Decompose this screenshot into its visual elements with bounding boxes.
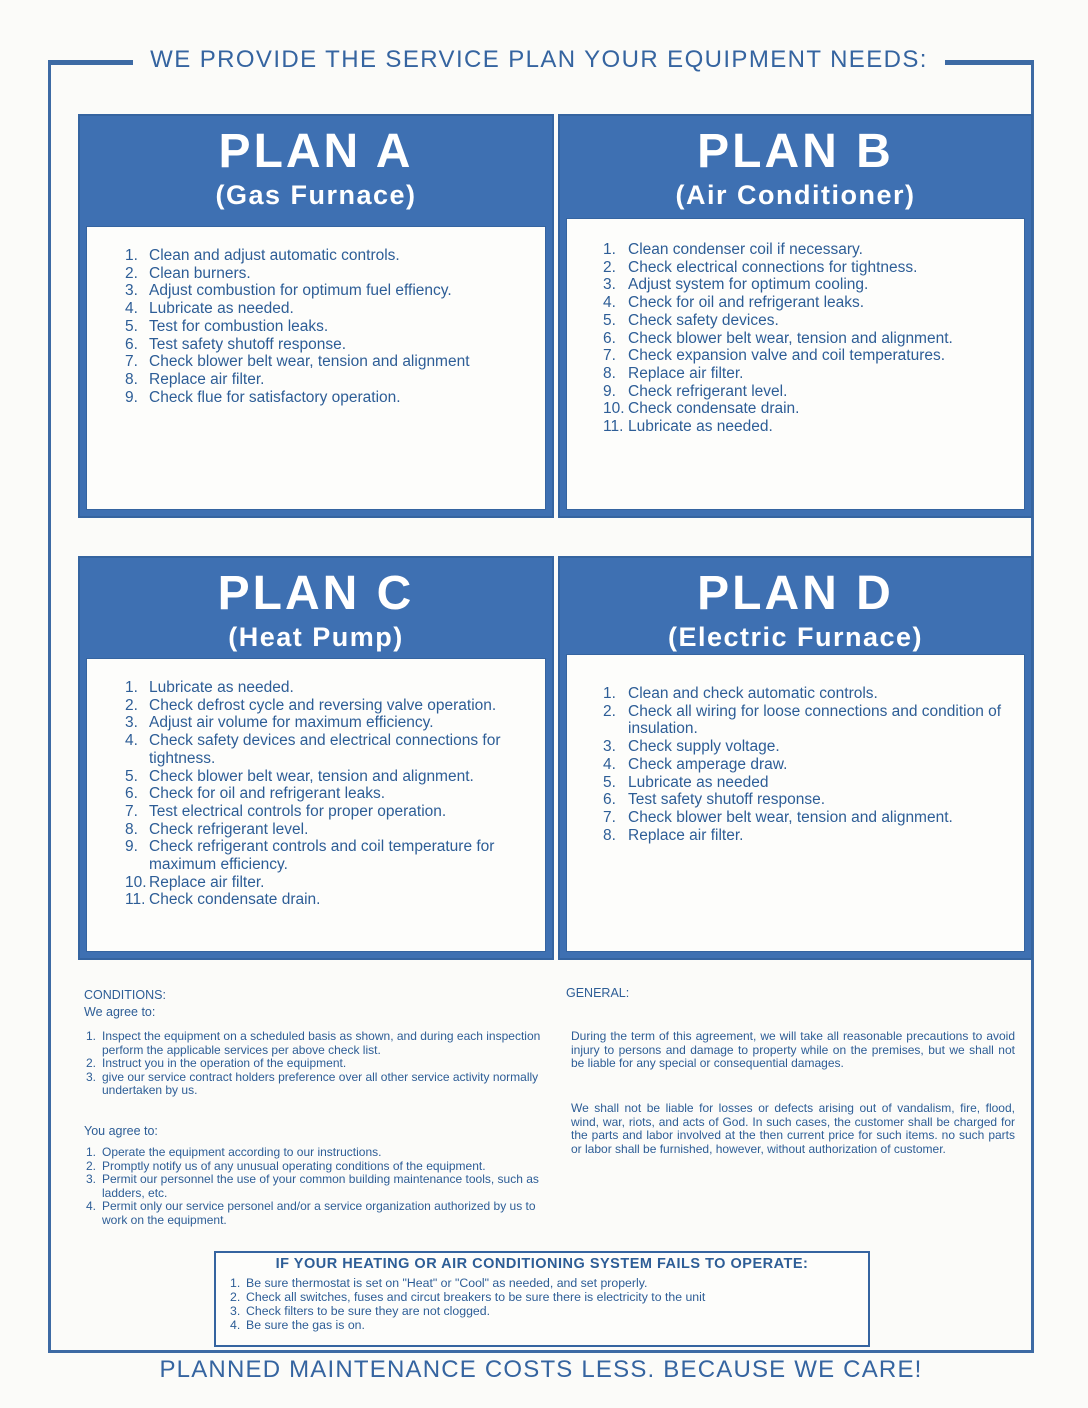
item-number: 4.: [125, 300, 138, 318]
item-text: Replace air filter.: [628, 826, 744, 844]
item-number: 1.: [125, 679, 138, 696]
list-item: [125, 785, 545, 803]
list-item: [125, 821, 545, 839]
item-text: Clean condenser coil if necessary.: [628, 241, 863, 258]
list-item: [230, 1318, 868, 1332]
item-text: Test safety shutoff response.: [149, 335, 347, 353]
item-text: Check expansion valve and coil temperatures.: [628, 347, 946, 365]
item-text: Test safety shutoff response.: [628, 791, 826, 809]
item-text: Lubricate as needed: [628, 773, 769, 791]
general-heading: GENERAL:: [566, 986, 630, 1000]
item-text: Promptly notify us of any unusual operating conditions of the equipment.: [102, 1158, 486, 1173]
list-item: [603, 294, 1024, 312]
item-number: 7.: [125, 802, 138, 820]
list-item: [86, 1146, 550, 1160]
list-item: [86, 1030, 550, 1057]
list-item: [603, 259, 1024, 277]
item-text: Clean burners.: [149, 264, 251, 282]
plan-c-title: PLAN C: [217, 567, 415, 620]
list-item: [125, 679, 545, 697]
list-item: [603, 418, 1024, 436]
plan-c-card: [78, 556, 554, 960]
item-number: 2.: [603, 702, 616, 720]
item-number: 3.: [603, 276, 616, 294]
list-item: [125, 336, 545, 354]
plan-b-header: [560, 116, 1031, 214]
item-text: Check blower belt wear, tension and alignment.: [628, 329, 953, 347]
we-agree-heading: We agree to:: [84, 1005, 156, 1019]
list-item: [230, 1276, 868, 1290]
item-text: Replace air filter.: [149, 873, 265, 891]
item-text: Check filters to be sure they are not clogged.: [246, 1304, 491, 1318]
failure-box: [214, 1251, 870, 1347]
list-item: [86, 1057, 550, 1071]
item-number: 3.: [86, 1172, 97, 1186]
plan-b-card: [558, 114, 1033, 518]
item-text: Check defrost cycle and reversing valve operation.: [149, 696, 497, 714]
list-item: [125, 371, 545, 389]
item-number: 1.: [603, 241, 616, 258]
item-number: 5.: [603, 311, 616, 329]
page-title: WE PROVIDE THE SERVICE PLAN YOUR EQUIPMENT NEEDS:: [150, 46, 928, 73]
you-agree-list: [86, 1146, 550, 1227]
plan-d-card: [558, 556, 1033, 960]
list-item: [125, 803, 545, 821]
list-item: [86, 1160, 550, 1174]
item-number: 2.: [230, 1290, 241, 1304]
list-item: [230, 1290, 868, 1304]
item-text: Adjust air volume for maximum efficiency.: [149, 714, 434, 732]
item-number: 7.: [603, 347, 616, 365]
plan-d-subtitle: (Electric Furnace): [667, 622, 924, 652]
list-item: [603, 738, 1024, 756]
plan-b-title: PLAN B: [697, 125, 894, 178]
item-text: Check safety devices.: [628, 311, 779, 329]
item-number: 9.: [125, 838, 138, 856]
item-text: Clean and check automatic controls.: [628, 685, 878, 702]
item-number: 2.: [603, 258, 616, 276]
plan-d-list: [567, 655, 1024, 844]
list-item: [125, 265, 545, 283]
you-agree-heading: You agree to:: [84, 1124, 158, 1138]
item-number: 2.: [125, 264, 138, 282]
list-item: [125, 891, 545, 909]
plan-b-subtitle: (Air Conditioner): [675, 180, 916, 210]
item-number: 10.: [125, 873, 147, 891]
item-text: Check blower belt wear, tension and alignment.: [149, 767, 474, 785]
item-number: 8.: [603, 826, 616, 844]
list-item: [125, 697, 545, 715]
failure-title: IF YOUR HEATING OR AIR CONDITIONING SYSTEM FAILS TO OPERATE:: [275, 1256, 809, 1272]
item-text: Check condensate drain.: [628, 400, 800, 418]
list-item: [603, 347, 1024, 365]
item-number: 2.: [86, 1158, 97, 1173]
item-number: 3.: [86, 1069, 97, 1084]
item-number: 11.: [125, 891, 146, 909]
footer-slogan: PLANNED MAINTENANCE COSTS LESS. BECAUSE WE CARE!: [159, 1356, 923, 1383]
item-number: 1.: [230, 1276, 241, 1290]
list-item: [125, 838, 545, 873]
plan-b-body: [566, 218, 1025, 510]
list-item: [603, 703, 1024, 738]
item-number: 1.: [603, 685, 616, 702]
list-item: [125, 247, 545, 265]
item-number: 4.: [603, 294, 616, 312]
item-number: 4.: [230, 1318, 241, 1332]
list-item: [603, 383, 1024, 401]
item-number: 11.: [603, 418, 624, 436]
item-number: 10.: [603, 400, 625, 418]
list-item: [230, 1304, 868, 1318]
item-number: 1.: [86, 1145, 97, 1159]
item-text: Check refrigerant level.: [628, 382, 788, 400]
failure-list: [230, 1276, 868, 1332]
item-text: Permit our personnel the use of your common building maintenance tools, such as ladders, etc.: [102, 1172, 539, 1200]
item-number: 9.: [603, 382, 616, 400]
item-text: Test electrical controls for proper operation.: [149, 802, 447, 820]
list-item: [603, 312, 1024, 330]
list-item: [125, 768, 545, 786]
item-text: Check safety devices and electrical connections for tightness.: [149, 732, 501, 767]
list-item: [125, 282, 545, 300]
list-item: [603, 241, 1024, 259]
item-text: Permit only our service personel and/or a service organization authorized by us to work on the equipment.: [102, 1199, 536, 1227]
item-text: Clean and adjust automatic controls.: [149, 247, 400, 264]
list-item: [86, 1071, 550, 1098]
item-number: 2.: [86, 1056, 97, 1070]
item-text: Operate the equipment according to our instructions.: [102, 1145, 382, 1159]
item-number: 6.: [603, 791, 616, 809]
item-text: Be sure thermostat is set on "Heat" or "Cool" as needed, and set properly.: [246, 1276, 648, 1290]
item-text: Lubricate as needed.: [149, 679, 294, 696]
item-number: 4.: [125, 732, 138, 750]
list-item: [125, 874, 545, 892]
plan-c-list: [87, 659, 545, 909]
conditions-heading: CONDITIONS:: [84, 988, 166, 1002]
list-item: [603, 756, 1024, 774]
item-number: 4.: [603, 755, 616, 773]
item-text: Adjust system for optimum cooling.: [628, 276, 869, 294]
plan-b-list: [567, 219, 1024, 436]
item-text: Check electrical connections for tightness.: [628, 258, 918, 276]
general-paragraph-2: We shall not be liable for losses or defects arising out of vandalism, fire, flood, wind, war, riots, and acts of God. In such cases, the customer shall be charged for the parts and labor involved at the then current price for such items. no such parts or labor shall be furnished, however, without authorization of customer.: [571, 1101, 1015, 1156]
item-number: 1.: [86, 1029, 97, 1043]
list-item: [603, 774, 1024, 792]
item-text: Check blower belt wear, tension and alignment: [149, 353, 470, 371]
general-paragraph-1: During the term of this agreement, we will take all reasonable precautions to avoid injury to persons and damage to property while on the premises, but we shall not be liable for any special or consequential damages.: [571, 1029, 1015, 1070]
item-number: 3.: [230, 1304, 241, 1318]
item-text: Check flue for satisfactory operation.: [149, 388, 401, 406]
list-item: [86, 1173, 550, 1200]
item-number: 9.: [125, 388, 138, 406]
plan-a-body: [86, 226, 546, 510]
list-item: [125, 732, 545, 767]
plan-d-title: PLAN D: [697, 567, 894, 620]
item-number: 8.: [603, 364, 616, 382]
list-item: [125, 389, 545, 407]
item-text: Check all switches, fuses and circut breakers to be sure there is electricity to the unit: [246, 1290, 706, 1304]
item-number: 6.: [125, 785, 138, 803]
item-text: Replace air filter.: [628, 364, 744, 382]
list-item: [86, 1200, 550, 1227]
item-number: 3.: [603, 738, 616, 756]
item-number: 3.: [125, 714, 138, 732]
list-item: [125, 714, 545, 732]
item-number: 7.: [125, 353, 138, 371]
list-item: [125, 300, 545, 318]
plan-a-subtitle: (Gas Furnace): [215, 180, 417, 210]
plan-d-body: [566, 654, 1025, 952]
item-number: 2.: [125, 696, 138, 714]
plan-a-header: [80, 116, 552, 222]
item-text: Check refrigerant controls and coil temperature for maximum efficiency.: [149, 838, 495, 874]
item-number: 4.: [86, 1199, 97, 1213]
list-item: [603, 365, 1024, 383]
item-text: Be sure the gas is on.: [246, 1318, 365, 1332]
item-number: 3.: [125, 282, 138, 300]
plan-c-header: [80, 558, 552, 664]
item-number: 5.: [125, 317, 138, 335]
item-text: Check for oil and refrigerant leaks.: [149, 785, 386, 803]
item-text: give our service contract holders preference over all other service activity normally undertaken by us.: [102, 1069, 539, 1097]
item-number: 7.: [603, 808, 616, 826]
plan-a-list: [87, 227, 545, 406]
item-number: 6.: [125, 335, 138, 353]
list-item: [603, 809, 1024, 827]
plan-a-card: [78, 114, 554, 518]
item-text: Check refrigerant level.: [149, 820, 309, 838]
item-text: Adjust combustion for optimum fuel effiency.: [149, 282, 452, 300]
item-number: 1.: [125, 247, 138, 264]
list-item: [603, 791, 1024, 809]
item-text: Check all wiring for loose connections and condition of insulation.: [628, 702, 1002, 738]
item-text: Check blower belt wear, tension and alignment.: [628, 808, 953, 826]
item-text: Inspect the equipment on a scheduled basis as shown, and during each inspection perform the applicable services per above check list.: [102, 1029, 541, 1057]
item-text: Check amperage draw.: [628, 755, 788, 773]
list-item: [603, 330, 1024, 348]
item-number: 8.: [125, 370, 138, 388]
list-item: [125, 318, 545, 336]
item-number: 5.: [603, 773, 616, 791]
item-text: Check condensate drain.: [149, 891, 321, 909]
list-item: [603, 827, 1024, 845]
list-item: [125, 353, 545, 371]
list-item: [603, 276, 1024, 294]
item-number: 5.: [125, 767, 138, 785]
item-text: Test for combustion leaks.: [149, 317, 329, 335]
item-text: Instruct you in the operation of the equipment.: [102, 1056, 347, 1070]
item-text: Lubricate as needed.: [628, 418, 773, 436]
plan-a-title: PLAN A: [218, 125, 414, 178]
plan-d-header: [560, 558, 1031, 650]
we-agree-list: [86, 1030, 550, 1098]
item-text: Lubricate as needed.: [149, 300, 294, 318]
list-item: [603, 685, 1024, 703]
plan-c-body: [86, 658, 546, 952]
plan-c-subtitle: (Heat Pump): [228, 622, 404, 652]
item-text: Check supply voltage.: [628, 738, 780, 756]
item-number: 6.: [603, 329, 616, 347]
item-text: Replace air filter.: [149, 370, 265, 388]
item-number: 8.: [125, 820, 138, 838]
item-text: Check for oil and refrigerant leaks.: [628, 294, 865, 312]
list-item: [603, 400, 1024, 418]
